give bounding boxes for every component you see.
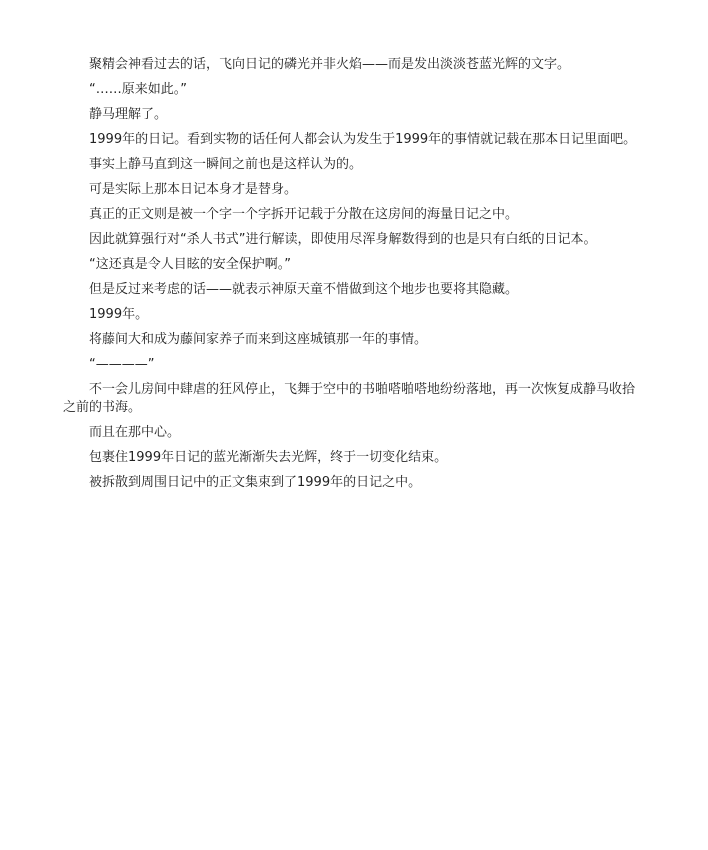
paragraph-9: “这还真是令人目眩的安全保护啊。” [89, 257, 291, 272]
paragraph-3: 静马理解了。 [89, 107, 168, 122]
paragraph-15: 而且在那中心。 [89, 425, 181, 440]
paragraph-2: “……原来如此。” [89, 82, 187, 97]
paragraph-10: 但是反过来考虑的话——就表示神原天童不惜做到这个地步也要将其隐藏。 [89, 282, 519, 297]
paragraph-17: 被拆散到周围日记中的正文集束到了1999年的日记之中。 [89, 475, 422, 490]
paragraph-4: 1999年的日记。看到实物的话任何人都会认为发生于1999年的事情就记载在那本日记里面吧。 [89, 132, 637, 147]
paragraph-13: “————” [89, 357, 155, 372]
paragraph-12: 将藤间大和成为藤间家养子而来到这座城镇那一年的事情。 [89, 332, 428, 347]
paragraph-7: 真正的正文则是被一个字一个字拆开记载于分散在这房间的海量日记之中。 [89, 207, 519, 222]
paragraph-11: 1999年。 [89, 307, 149, 322]
paragraph-16: 包裹住1999年日记的蓝光渐渐失去光辉，终于一切变化结束。 [89, 450, 448, 465]
paragraph-14: 不一会儿房间中肆虐的狂风停止，飞舞于空中的书啪嗒啪嗒地纷纷落地，再一次恢复成静马收拾之前的书海。 [63, 382, 636, 415]
document-body [63, 56, 643, 499]
paragraph-1: 聚精会神看过去的话，飞向日记的磷光并非火焰——而是发出淡淡苍蓝光辉的文字。 [89, 57, 571, 72]
paragraph-8: 因此就算强行对“杀人书式”进行解读，即使用尽浑身解数得到的也是只有白纸的日记本。 [89, 232, 597, 247]
paragraph-5: 事实上静马直到这一瞬间之前也是这样认为的。 [89, 157, 363, 172]
paragraph-6: 可是实际上那本日记本身才是替身。 [89, 182, 298, 197]
